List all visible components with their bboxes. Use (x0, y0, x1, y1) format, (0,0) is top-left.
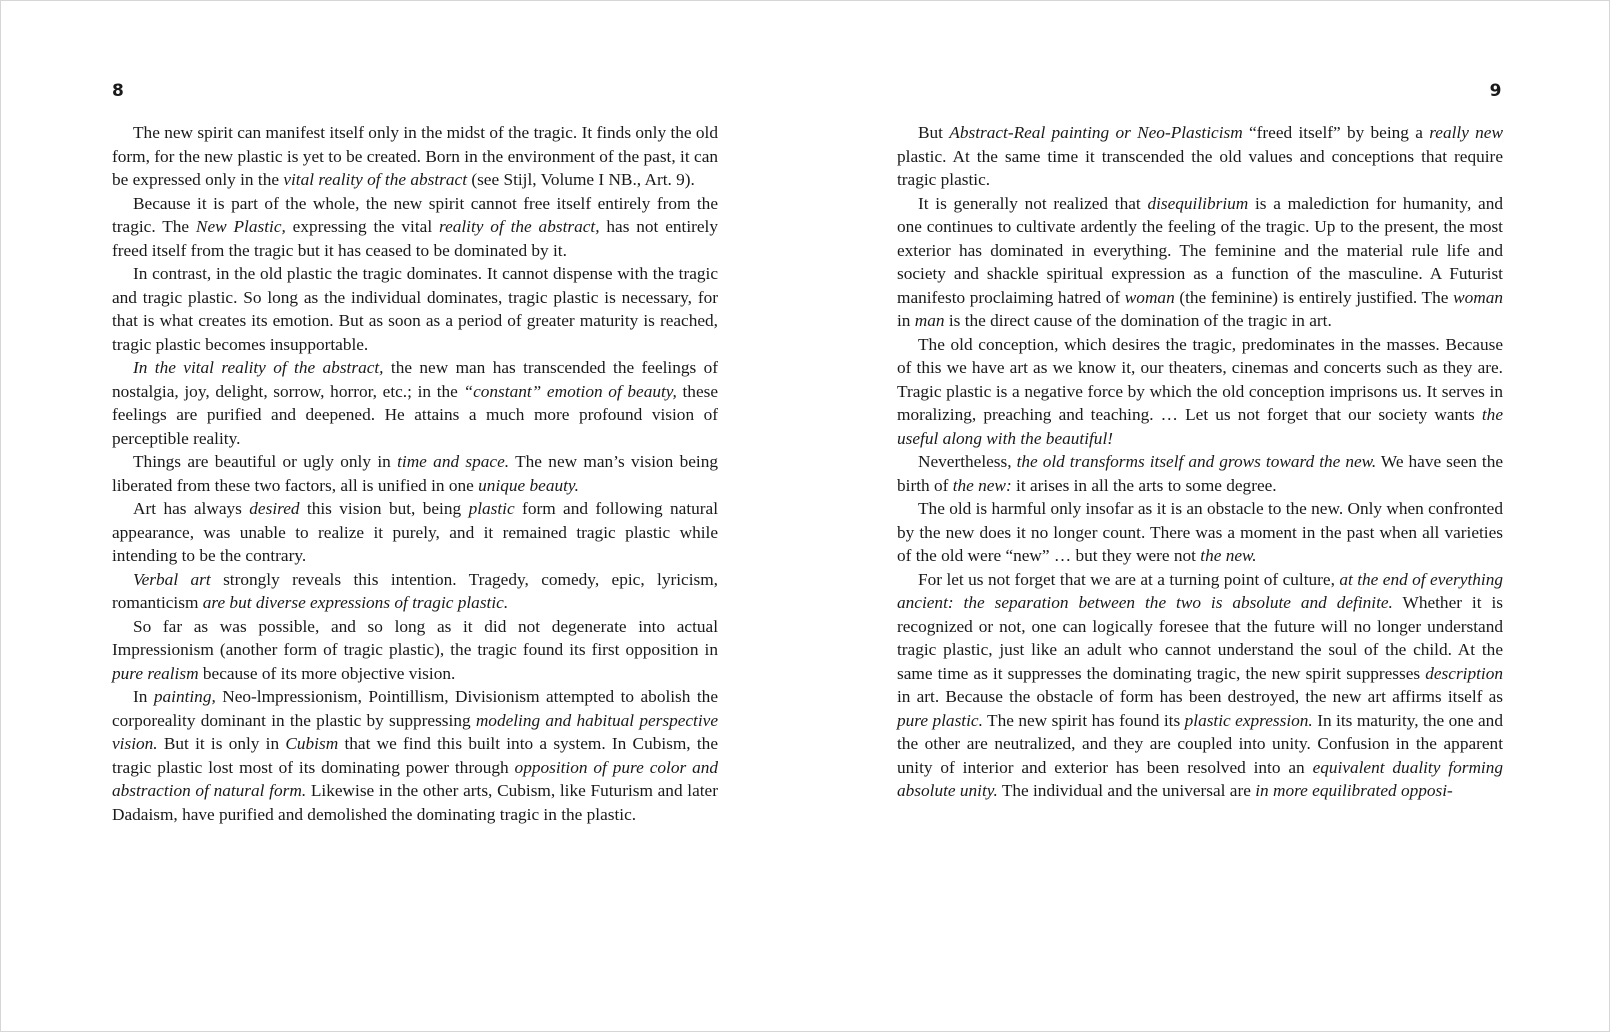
text-run: Because it is part of the whole, the new spirit cannot free itself entirely from the tragic. The (112, 193, 718, 236)
text-run: that we find this built into a system. In Cubism, the tragic plastic lost most of its dominating power through (112, 734, 718, 777)
italic-text: in more equilibrated opposi- (1255, 781, 1453, 800)
text-run: Likewise in the other arts, Cubism, like Futurism and later Dadaism, have purified and demolished the dominating tragic in the plastic. (112, 781, 718, 824)
text-run: But (918, 123, 950, 142)
text-run: So far as was possible, and so long as it did not degenerate into actual Impressionism (another form of tragic plastic), the tragic found its first opposition in (112, 616, 718, 659)
italic-text: the useful along with the beautiful! (897, 405, 1503, 448)
paragraph (112, 450, 718, 497)
text-run: in art. Because the obstacle of form has been destroyed, the new art affirms itself as (897, 687, 1503, 706)
body-text (897, 121, 1503, 803)
text-run: The old conception, which desires the tragic, predominates in the masses. Because of this we have art as we know it, our theaters, cinemas and concerts such as they are. Tragic plastic is a negative force by which the old conception imprisons us. It serves in moralizing, preaching and teaching. … Let us not forget that our society wants (897, 334, 1503, 424)
italic-text: pure realism (112, 663, 199, 683)
italic-text: time and space. (397, 452, 510, 471)
italic-text: unique beauty. (478, 475, 579, 495)
italic-text: at the end of everything ancient: the separation between the two is absolute and definite. (897, 569, 1503, 612)
italic-text: “constant” emotion of beauty, (463, 381, 677, 401)
text-run: Things are beautiful or ugly only in (133, 452, 398, 471)
paragraph (897, 497, 1503, 568)
italic-text: disequilibrium (1147, 193, 1249, 213)
italic-text: plastic (468, 499, 515, 518)
text-run: these feelings are purified and deepened. He attains a much more profound vision of perceptible reality. (112, 381, 719, 448)
text-run: because of its more objective vision. (198, 663, 456, 683)
text-run: this vision but, being (299, 499, 469, 518)
italic-text: modeling and habitual perspective vision. (112, 710, 718, 753)
text-run: has not entirely freed itself from the tragic but it has ceased to be dominated by it. (112, 217, 718, 260)
text-run: But it is only in (157, 734, 286, 753)
text-run: In contrast, in the old plastic the tragic dominates. It cannot dispense with the tragic and tragic plastic. So long as the individual dominates, tragic plastic is necessary, for that is what creates its emotion. But as soon as a period of greater maturity is reached, tragic plastic becomes insupportable. (112, 264, 718, 354)
paragraph (897, 333, 1503, 451)
paragraph (897, 450, 1503, 497)
italic-text: In the vital reality of the abstract, (133, 358, 384, 377)
body-text (112, 121, 718, 826)
text-run: Neo-lmpressionism, Pointillism, Divisionism attempted to abolish the corporeality dominant in the plastic by suppressing (112, 687, 718, 730)
text-run: Whether it is recognized or not, one can logically foresee that the future will no longer understand tragic plastic, just like an adult who cannot understand the soul of the child. At the same time as it suppresses the dominating tragic, the new spirit suppresses (897, 593, 1503, 683)
text-run: In (133, 687, 154, 706)
paragraph (897, 192, 1503, 333)
italic-text: vital reality of the abstract (283, 170, 467, 189)
italic-text: the old transforms itself and grows toward the new. (1016, 452, 1377, 471)
italic-text: are but diverse expressions of tragic plastic. (202, 593, 509, 612)
text-run: The new man’s vision being liberated from these two factors, all is unified in one (112, 452, 718, 495)
text-run: For let us not forget that we are at a turning point of culture, (918, 569, 1340, 589)
italic-text: New Plastic, (195, 217, 286, 236)
italic-text: Abstract-Real painting or Neo-Plasticism (949, 123, 1243, 142)
text-run: in (897, 311, 915, 330)
text-run: Nevertheless, (918, 452, 1017, 471)
text-run: form and following natural appearance, was unable to realize it purely, and it remained tragic plastic while intending to be the contrary. (112, 499, 718, 565)
text-run: Art has always (133, 499, 250, 518)
page-number: 9 (1489, 81, 1502, 101)
italic-text: Verbal art (133, 569, 211, 589)
text-run: The individual and the universal are (997, 781, 1256, 800)
text-run: the new man has transcended the feelings of nostalgia, joy, delight, sorrow, horror, etc.; in the (112, 358, 718, 401)
italic-text: pure plastic. (897, 710, 983, 730)
paragraph (112, 262, 718, 356)
paragraph (112, 615, 718, 686)
italic-text: the new. (1200, 546, 1257, 565)
right-page (805, 1, 1609, 1031)
text-run: (the feminine) is entirely justified. The (1174, 287, 1454, 307)
text-run: expressing the vital (285, 217, 439, 236)
paragraph (897, 568, 1503, 803)
italic-text: painting, (153, 687, 216, 706)
italic-text: desired (249, 499, 300, 518)
page-number: 8 (112, 81, 125, 101)
text-run: is a malediction for humanity, and one continues to cultivate ardently the feeling of the tragic. Up to the present, the most exterior has dominated in everything. The feminine and the material rule life and society and shackle spiritual expression as a function of the masculine. A Futurist manifesto proclaiming hatred of (897, 193, 1503, 307)
paragraph (112, 192, 718, 263)
italic-text: equivalent duality forming absolute unity. (897, 757, 1504, 800)
text-run: The new spirit can manifest itself only in the midst of the tragic. It finds only the old form, for the new plastic is yet to be created. Born in the environment of the past, it can be expressed only in the (112, 123, 718, 189)
italic-text: description (1425, 663, 1503, 683)
paragraph (112, 568, 718, 615)
text-run: plastic. At the same time it transcended the old values and conceptions that require tragic plastic. (897, 146, 1503, 189)
text-run: In its maturity, the one and the other are neutralized, and they are coupled into unity. Confusion in the apparent unity of interior and exterior has been resolved into an (897, 710, 1503, 777)
text-run: strongly reveals this intention. Tragedy, comedy, epic, lyricism, romanticism (112, 569, 718, 612)
paragraph (112, 685, 718, 826)
paragraph (897, 121, 1503, 192)
italic-text: reality of the abstract, (438, 217, 600, 236)
text-run: The new spirit has found its (982, 710, 1185, 730)
text-run: (see Stijl, Volume I NB., Art. 9). (467, 170, 695, 189)
paragraph (112, 356, 718, 450)
italic-text: plastic expression. (1184, 710, 1313, 730)
italic-text: really new (1429, 123, 1504, 142)
italic-text: woman (1124, 287, 1175, 307)
italic-text: the new: (952, 475, 1012, 495)
paragraph (112, 121, 718, 192)
left-page (1, 1, 805, 1031)
text-run: “freed itself” by being a (1242, 123, 1430, 142)
text-run: It is generally not realized that (918, 193, 1148, 213)
paragraph (112, 497, 718, 568)
italic-text: woman (1453, 287, 1503, 307)
italic-text: man (914, 311, 945, 330)
italic-text: Cubism (285, 734, 339, 753)
text-run: it arises in all the arts to some degree. (1011, 475, 1277, 495)
text-run: The old is harmful only insofar as it is an obstacle to the new. Only when confronted by the new does it no longer count. There was a moment in the past when all varieties of the old were “new” … but they were not (897, 499, 1503, 565)
text-run: is the direct cause of the domination of the tragic in art. (944, 311, 1332, 330)
italic-text: opposition of pure color and abstraction of natural form. (112, 757, 719, 800)
text-run: We have seen the birth of (897, 452, 1503, 495)
